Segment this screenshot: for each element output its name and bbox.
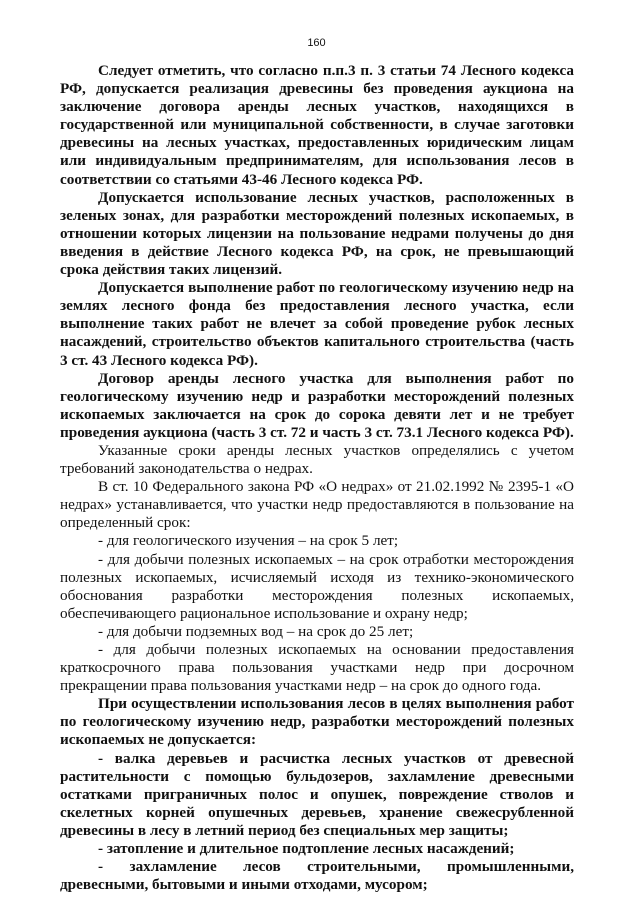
paragraph: Следует отметить, что согласно п.п.3 п. 3 статьи 74 Лесного кодекса РФ, допускается реализация древесины без проведения аукциона на заключение договора аренды лесных участков, находящихся в государственной или муниципальной собственности, в случае заготовки древесины на лесных участках, предоставленных юридическим лицам или индивидуальным предпринимателям, для использования лесов в соответствии со статьями 43-46 Лесного кодекса РФ.: [60, 62, 574, 188]
paragraph: В ст. 10 Федерального закона РФ «О недрах» от 21.02.1992 № 2395-1 «О недрах» устанавливается, что участки недр предоставляются в пользование на определенный срок:: [60, 478, 574, 532]
paragraph: Договор аренды лесного участка для выполнения работ по геологическому изучению недр и разработки месторождений полезных ископаемых заключается на срок до сорока девяти лет и не требует проведения аукциона (часть 3 ст. 72 и часть 3 ст. 73.1 Лесного кодекса РФ).: [60, 369, 574, 441]
paragraph: - захламление лесов строительными, промышленными, древесными, бытовыми и иными отходами, мусором;: [60, 858, 574, 894]
paragraph: - валка деревьев и расчистка лесных участков от древесной растительности с помощью бульдозеров, захламление древесными остатками приграничных полос и опушек, повреждение стволов и скелетных корней опушечных деревьев, хранение свежесрубленной древесины в лесу в летний период без специальных мер защиты;: [60, 749, 574, 839]
paragraph: - для геологического изучения – на срок 5 лет;: [98, 532, 399, 550]
paragraph: - затопление и длительное подтопление лесных насаждений;: [98, 840, 515, 858]
paragraph: При осуществлении использования лесов в целях выполнения работ по геологическому изучению недр, разработки месторождений полезных ископаемых не допускается:: [60, 695, 574, 749]
paragraph: Указанные сроки аренды лесных участков определялись с учетом требований законодательства о недрах.: [60, 441, 574, 478]
paragraph: Допускается выполнение работ по геологическому изучению недр на землях лесного фонда без предоставления лесного участка, если выполнение таких работ не влечет за собой проведение рубок лесных насаждений, строительство объектов капитального строительства (часть 3 ст. 43 Лесного кодекса РФ).: [60, 279, 574, 369]
page-number: 160: [307, 37, 326, 49]
paragraph: - для добычи полезных ископаемых – на срок отработки месторождения полезных ископаемых, исчисляемый исходя из технико-экономического обоснования разработки месторождения полезных ископаемых, обеспечивающего рациональное использование и охрану недр;: [60, 550, 574, 622]
paragraph: Допускается использование лесных участков, расположенных в зеленых зонах, для разработки месторождений полезных ископаемых, в отношении которых лицензии на пользование недрами получены до дня введения в действие Лесного кодекса РФ, на срок, не превышающий срока действия таких лицензий.: [60, 188, 574, 279]
paragraph: - для добычи полезных ископаемых на основании предоставления краткосрочного права пользования участками недр при досрочном прекращении права пользования участками недр – на срок до одного года.: [60, 641, 574, 695]
paragraph: - для добычи подземных вод – на срок до 25 лет;: [98, 622, 414, 640]
document-body: [60, 62, 574, 894]
